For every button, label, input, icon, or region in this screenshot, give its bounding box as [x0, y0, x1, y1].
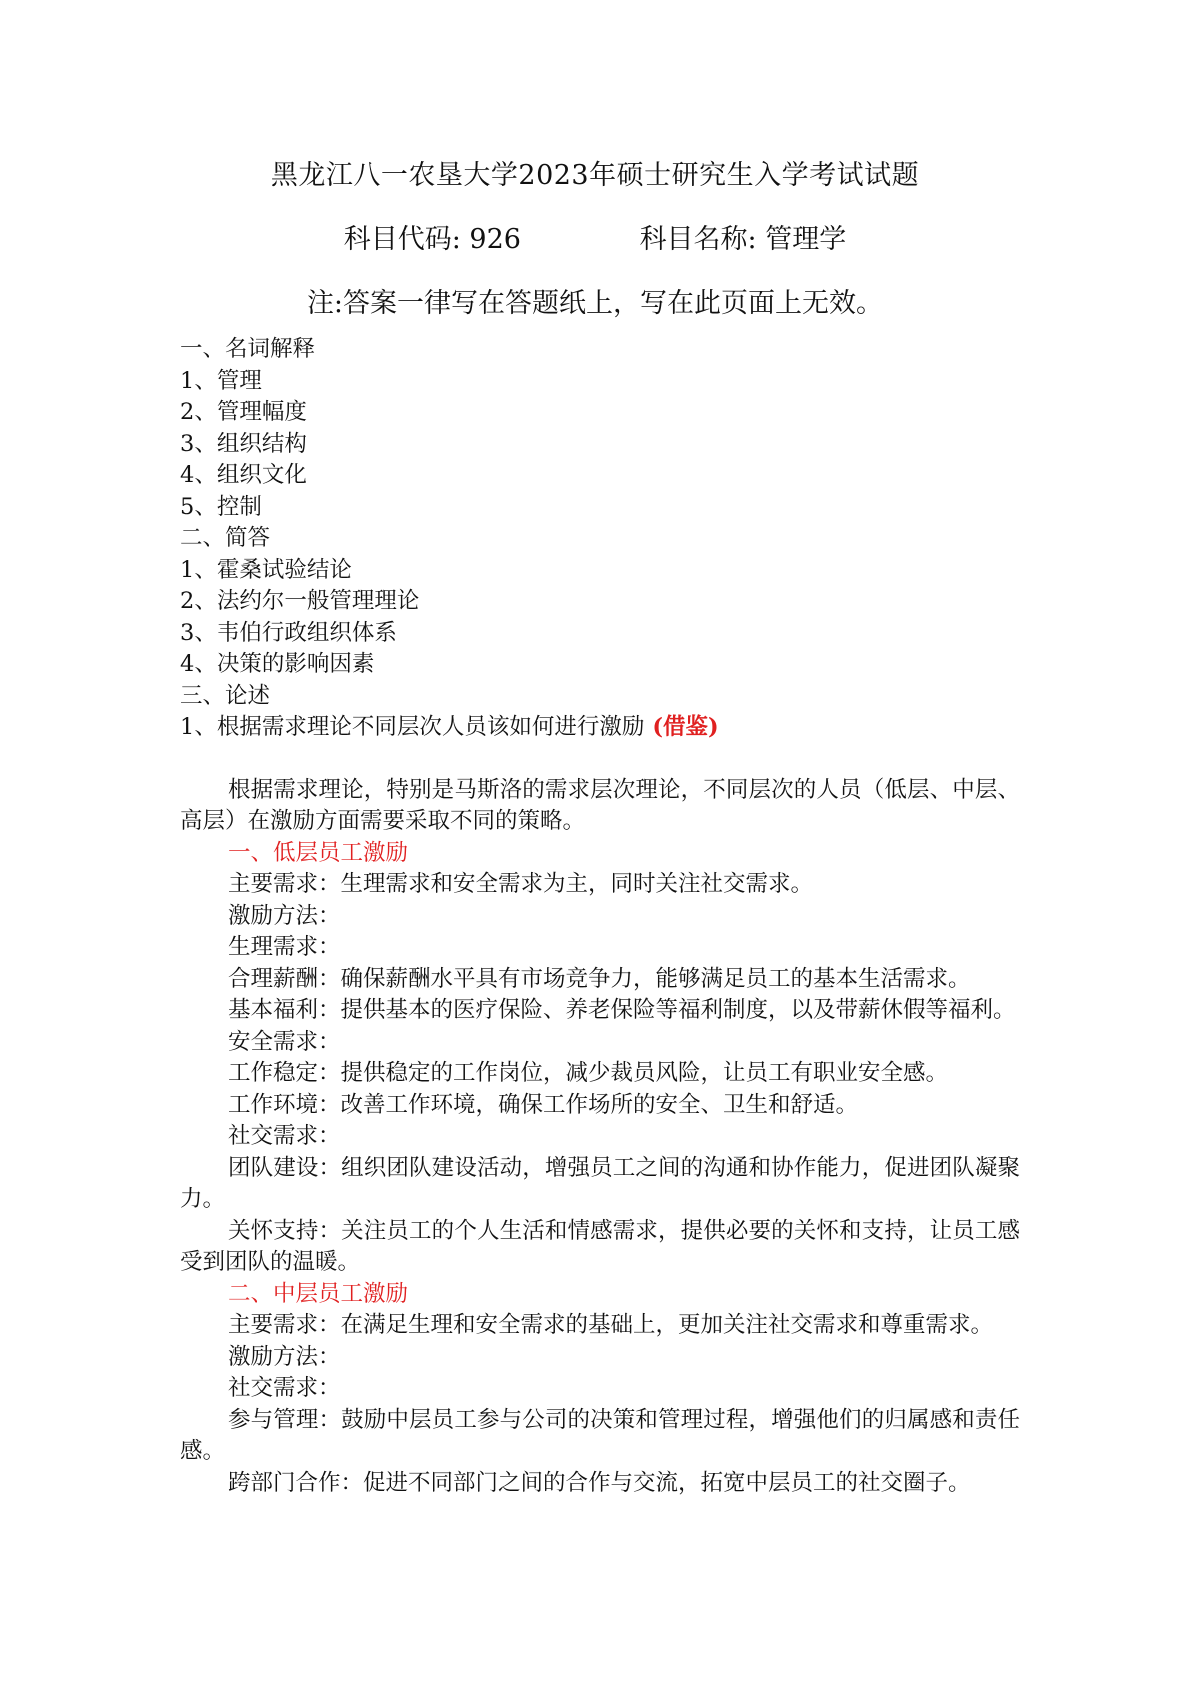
list-item: 4、组织文化: [180, 462, 307, 488]
answer-block: [180, 775, 1020, 1500]
subject-code-block: [344, 222, 521, 258]
list-item: 3、韦伯行政组织体系: [180, 619, 397, 646]
mid-cross-dept: 跨部门合作：促进不同部门之间的合作与交流，拓宽中层员工的社交圈子。: [228, 1469, 971, 1496]
essay-question: [180, 712, 1020, 744]
section-title-terms: 一、名词解释: [180, 336, 316, 362]
subject-name-label: 科目名称:: [639, 224, 757, 255]
low-stability: 工作稳定：提供稳定的工作岗位，减少裁员风险，让员工有职业安全感。: [228, 1060, 949, 1086]
essay-question-text: 1、根据需求理论不同层次人员该如何进行激励: [180, 714, 645, 740]
heading-low-level: 一、低层员工激励: [228, 839, 409, 866]
mid-social-label: 社交需求：: [228, 1375, 341, 1401]
mid-participate: 参与管理：鼓励中层员工参与公司的决策和管理过程，增强他们的归属感和责任感。: [180, 1406, 1020, 1464]
list-item: 3、组织结构: [180, 430, 307, 457]
low-physio-label: 生理需求：: [228, 934, 341, 960]
subject-code-value: 926: [469, 224, 521, 255]
list-item: 2、管理幅度: [180, 399, 307, 425]
list-item: 1、管理: [180, 367, 262, 394]
exam-title: 黑龙江八一农垦大学2023年硕士研究生入学考试试题: [270, 160, 920, 191]
subject-name-block: [640, 222, 847, 258]
exam-note: 注:答案一律写在答题纸上，写在此页面上无效。: [306, 288, 884, 319]
list-item: 4、决策的影响因素: [180, 651, 375, 677]
list-item: 2、法约尔一般管理理论: [180, 588, 420, 614]
low-social-label: 社交需求：: [228, 1123, 341, 1149]
heading-mid-level: 二、中层员工激励: [228, 1280, 409, 1307]
low-method-label: 激励方法：: [228, 902, 341, 929]
low-welfare: 基本福利：提供基本的医疗保险、养老保险等福利制度，以及带薪休假等福利。: [228, 997, 1016, 1023]
subject-name-value: 管理学: [765, 224, 847, 255]
reference-tag: (借鉴): [652, 714, 719, 740]
answer-intro: 根据需求理论，特别是马斯洛的需求层次理论，不同层次的人员（低层、中层、高层）在激励方面需要采取不同的策略。: [180, 776, 1020, 834]
subject-code-label: 科目代码:: [343, 224, 461, 255]
low-care: 关怀支持：关注员工的个人生活和情感需求，提供必要的关怀和支持，让员工感受到团队的温暖。: [180, 1217, 1020, 1275]
mid-main-need: 主要需求：在满足生理和安全需求的基础上，更加关注社交需求和尊重需求。: [228, 1312, 994, 1338]
section-title-short-answer: 二、简答: [180, 525, 271, 551]
low-team: 团队建设：组织团队建设活动，增强员工之间的沟通和协作能力，促进团队凝聚力。: [180, 1154, 1020, 1212]
subject-line: [0, 222, 1190, 258]
low-main-need: 主要需求：生理需求和安全需求为主，同时关注社交需求。: [228, 871, 814, 897]
low-environment: 工作环境：改善工作环境，确保工作场所的安全、卫生和舒适。: [228, 1091, 859, 1118]
low-salary: 合理薪酬：确保薪酬水平具有市场竞争力，能够满足员工的基本生活需求。: [228, 965, 971, 992]
exam-content: [180, 334, 1020, 1499]
list-item: 1、霍桑试验结论: [180, 556, 352, 583]
section-title-essay: 三、论述: [180, 682, 271, 709]
low-safety-label: 安全需求：: [228, 1028, 341, 1055]
list-item: 5、控制: [180, 493, 262, 520]
mid-method-label: 激励方法：: [228, 1343, 341, 1370]
